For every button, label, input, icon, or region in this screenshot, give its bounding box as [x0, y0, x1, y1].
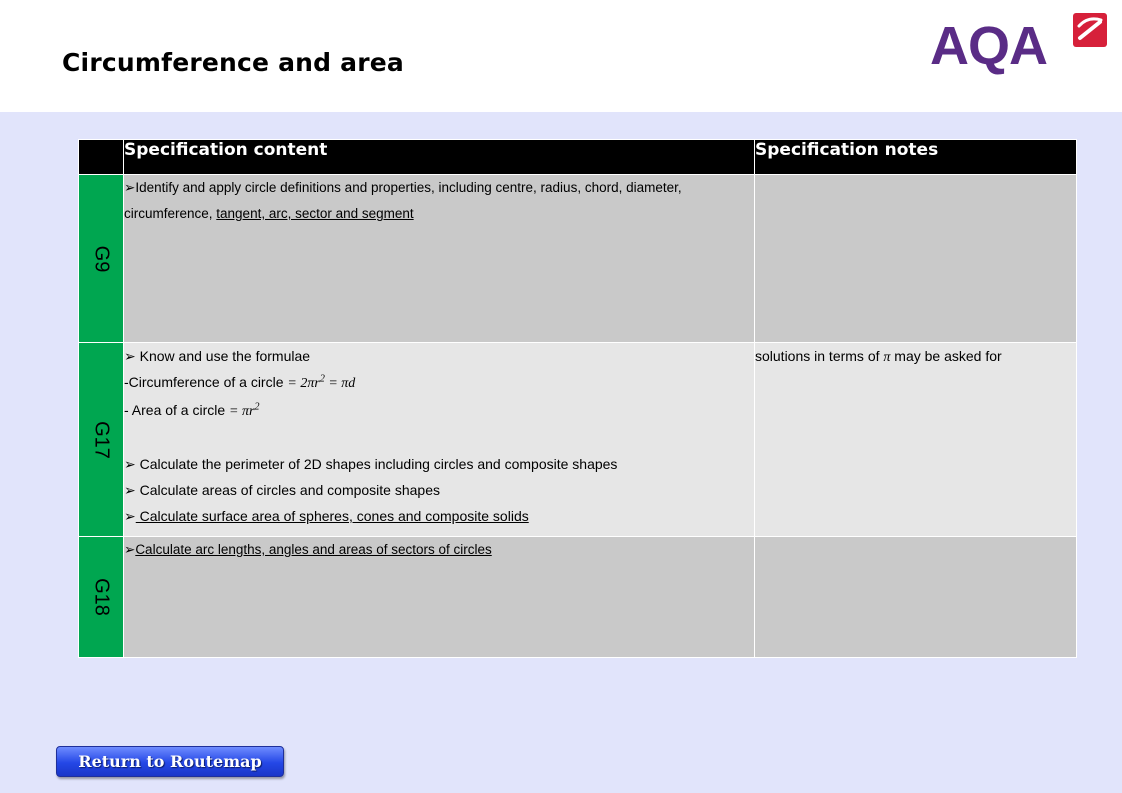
table-row-g9	[79, 175, 1077, 343]
content-text: Identify and apply circle definitions and properties, including centre, radius, chord, diameter, circumference,	[124, 180, 682, 221]
area-formula: = πr	[229, 404, 255, 419]
content-line	[124, 343, 754, 369]
notes-cell	[755, 537, 1077, 658]
table-row-g18	[79, 537, 1077, 658]
code-label: G17	[90, 420, 113, 459]
logo-text: AQA	[930, 16, 1047, 76]
header-code	[79, 140, 124, 175]
return-to-routemap-button[interactable]: Return to Routemap	[56, 746, 284, 777]
content-underlined: tangent, arc, sector and segment	[216, 206, 414, 221]
aqa-logo-mark-icon	[1070, 10, 1110, 50]
specification-table	[78, 139, 1077, 658]
code-cell	[79, 175, 124, 343]
circumference-formula-a: = 2πr	[287, 376, 320, 391]
pi-symbol: π	[883, 350, 891, 365]
circumference-label: -Circumference of a circle	[124, 374, 288, 390]
notes-cell	[755, 175, 1077, 343]
notes-suffix: may be asked for	[890, 348, 1002, 364]
content-cell	[124, 537, 755, 658]
spacer	[124, 425, 754, 451]
arrow-bullet-icon: ➢	[124, 456, 136, 472]
arrow-bullet-icon: ➢	[124, 348, 136, 364]
content-cell	[124, 175, 755, 343]
content-line	[124, 369, 754, 397]
surface-area-item: Calculate surface area of spheres, cones and composite solids	[135, 508, 529, 524]
area-label: - Area of a circle	[124, 402, 230, 418]
notes-prefix: solutions in terms of	[755, 348, 884, 364]
circumference-formula-b: = πd	[324, 376, 356, 391]
arrow-bullet-icon: ➢	[124, 542, 136, 557]
arrow-bullet-icon: ➢	[124, 482, 136, 498]
page-title: Circumference and area	[62, 48, 404, 77]
areas-item: Calculate areas of circles and composite shapes	[135, 482, 441, 498]
header-spec-content: Specification content	[124, 140, 755, 175]
circumference-exponent: 2	[319, 373, 325, 385]
notes-cell	[755, 343, 1077, 537]
content-line	[124, 451, 754, 477]
header-spec-notes: Specification notes	[755, 140, 1077, 175]
code-label: G18	[90, 578, 113, 616]
table-header-row	[79, 140, 1077, 175]
arrow-bullet-icon: ➢	[124, 508, 136, 524]
table-row-g17	[79, 343, 1077, 537]
header-bar	[0, 0, 1122, 112]
content-line	[124, 477, 754, 503]
perimeter-item: Calculate the perimeter of 2D shapes including circles and composite shapes	[135, 456, 618, 472]
arrow-bullet-icon: ➢	[124, 180, 136, 195]
formulae-heading: Know and use the formulae	[135, 348, 311, 364]
content-underlined: Calculate arc lengths, angles and areas of sectors of circles	[135, 542, 492, 557]
area-exponent: 2	[254, 401, 260, 413]
code-cell	[79, 343, 124, 537]
code-label: G9	[90, 245, 113, 272]
content-cell	[124, 343, 755, 537]
content-line	[124, 397, 754, 425]
content-line	[124, 503, 754, 529]
aqa-logo	[930, 8, 1110, 78]
code-cell	[79, 537, 124, 658]
